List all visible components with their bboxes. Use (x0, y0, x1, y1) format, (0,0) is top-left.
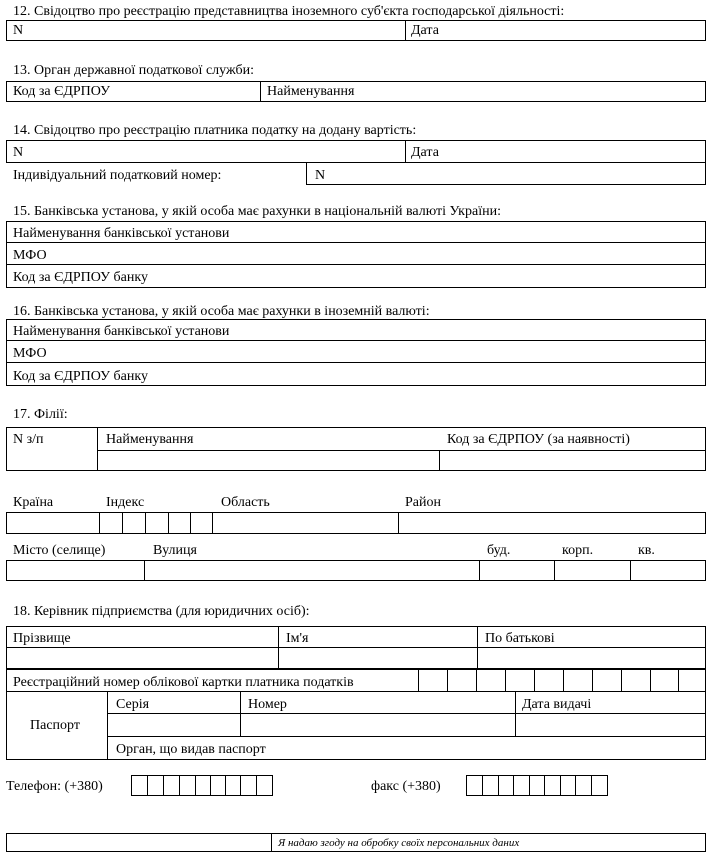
s14-itn-field[interactable] (306, 162, 706, 185)
s16-code-label: Код за ЄДРПОУ банку (13, 369, 148, 384)
issue-date-label: Дата видачі (522, 697, 592, 712)
fax-digit-1[interactable] (466, 775, 483, 796)
consent-text: Я надаю згоду на обробку своїх персональних даних (278, 837, 520, 849)
reg-digit-8[interactable] (621, 669, 651, 692)
index-digit-4[interactable] (168, 512, 191, 534)
region-field[interactable] (212, 512, 399, 534)
fax-digit-7[interactable] (560, 775, 576, 796)
phone-digit-2[interactable] (147, 775, 164, 796)
s18-patronymic-field[interactable] (477, 647, 706, 669)
consent-signature-field[interactable] (6, 833, 272, 852)
phone-digit-4[interactable] (179, 775, 196, 796)
passport-label: Паспорт (30, 718, 80, 733)
fax-digit-4[interactable] (513, 775, 530, 796)
s12-title: 12. Свідоцтво про реєстрацію представництва іноземного суб'єкта господарської діяльності: (13, 4, 565, 19)
s14-date-label: Дата (411, 145, 439, 160)
s15-code-label: Код за ЄДРПОУ банку (13, 270, 148, 285)
s14-title: 14. Свідоцтво про реєстрацію платника податку на додану вартість: (13, 123, 417, 138)
s15-mfo-field[interactable] (6, 242, 706, 265)
street-label: Вулиця (153, 543, 197, 558)
kv-label: кв. (638, 543, 655, 558)
passport-series-field[interactable] (107, 713, 241, 737)
fax-digit-3[interactable] (498, 775, 514, 796)
phone-digit-5[interactable] (195, 775, 211, 796)
s14-number-label: N (13, 145, 24, 160)
reg-digit-2[interactable] (447, 669, 477, 692)
s17-code-field[interactable] (439, 450, 706, 471)
fax-digit-5[interactable] (529, 775, 545, 796)
region-label: Область (221, 495, 270, 510)
reg-digit-5[interactable] (534, 669, 564, 692)
index-digit-2[interactable] (122, 512, 146, 534)
fax-digit-2[interactable] (482, 775, 499, 796)
street-field[interactable] (144, 560, 480, 581)
s13-name-field[interactable] (261, 81, 706, 102)
s18-surname-field[interactable] (6, 647, 279, 669)
phone-digit-8[interactable] (240, 775, 257, 796)
phone-digit-6[interactable] (210, 775, 226, 796)
passport-issue-date-field[interactable] (515, 713, 706, 737)
s18-name-label: Ім'я (286, 631, 309, 646)
reg-digit-1[interactable] (418, 669, 448, 692)
s13-name-label: Найменування (267, 84, 355, 99)
kv-field[interactable] (630, 560, 706, 581)
reg-digit-4[interactable] (505, 669, 535, 692)
city-label: Місто (селище) (13, 543, 106, 558)
phone-label: Телефон: (+380) (6, 779, 103, 794)
district-label: Район (405, 495, 441, 510)
s18-name-field[interactable] (278, 647, 478, 669)
s17-name-label: Найменування (106, 432, 194, 447)
fax-label: факс (+380) (371, 779, 441, 794)
district-field[interactable] (398, 512, 706, 534)
korp-field[interactable] (554, 560, 631, 581)
index-digit-3[interactable] (145, 512, 169, 534)
s13-code-label: Код за ЄДРПОУ (13, 84, 111, 99)
number-label: Номер (248, 697, 287, 712)
s16-title: 16. Банківська установа, у якій особа має рахунки в іноземній валюті: (13, 304, 430, 319)
bud-label: буд. (487, 543, 511, 558)
s12-number-label: N (13, 23, 24, 38)
s14-number-field[interactable] (6, 140, 406, 163)
fax-digit-9[interactable] (591, 775, 608, 796)
s12-number-field[interactable] (6, 20, 406, 41)
reg-digit-10[interactable] (678, 669, 706, 692)
s14-itn-n-label: N (315, 168, 326, 183)
phone-digit-7[interactable] (225, 775, 241, 796)
phone-digit-1[interactable] (131, 775, 148, 796)
s15-title: 15. Банківська установа, у якій особа має рахунки в національній валюті України: (13, 204, 501, 219)
reg-digit-3[interactable] (476, 669, 506, 692)
s16-mfo-field[interactable] (6, 340, 706, 363)
s12-date-field[interactable] (406, 20, 706, 41)
s16-mfo-label: МФО (13, 346, 47, 361)
phone-digit-9[interactable] (256, 775, 273, 796)
index-label: Індекс (106, 495, 145, 510)
phone-digit-3[interactable] (163, 775, 180, 796)
s13-title: 13. Орган державної податкової служби: (13, 63, 254, 78)
reg-digit-9[interactable] (650, 669, 679, 692)
reg-digit-6[interactable] (563, 669, 593, 692)
fax-digit-8[interactable] (575, 775, 592, 796)
s12-date-label: Дата (411, 23, 439, 38)
reg-number-label: Реєстраційний номер облікової картки платника податків (13, 675, 354, 690)
s14-itn-label: Індивідуальний податковий номер: (13, 168, 222, 183)
korp-label: корп. (562, 543, 594, 558)
s17-name-field[interactable] (97, 450, 440, 471)
s18-patronymic-label: По батькові (485, 631, 555, 646)
country-field[interactable] (6, 512, 100, 534)
s17-code-label: Код за ЄДРПОУ (за наявності) (447, 432, 630, 447)
s15-mfo-label: МФО (13, 248, 47, 263)
series-label: Серія (116, 697, 150, 712)
s17-title: 17. Філії: (13, 407, 68, 422)
index-digit-1[interactable] (99, 512, 123, 534)
s18-surname-label: Прізвище (13, 631, 71, 646)
fax-digit-6[interactable] (544, 775, 561, 796)
s17-np-label: N з/п (13, 432, 44, 447)
country-label: Країна (13, 495, 54, 510)
s18-title: 18. Керівник підприємства (для юридичних осіб): (13, 604, 310, 619)
index-digit-5[interactable] (190, 512, 213, 534)
s14-date-field[interactable] (406, 140, 706, 163)
s16-bank-name-label: Найменування банківської установи (13, 324, 230, 339)
bud-field[interactable] (479, 560, 555, 581)
reg-digit-7[interactable] (592, 669, 622, 692)
s15-bank-name-label: Найменування банківської установи (13, 226, 230, 241)
issued-by-label: Орган, що видав паспорт (116, 742, 266, 757)
passport-number-field[interactable] (240, 713, 516, 737)
city-field[interactable] (6, 560, 145, 581)
